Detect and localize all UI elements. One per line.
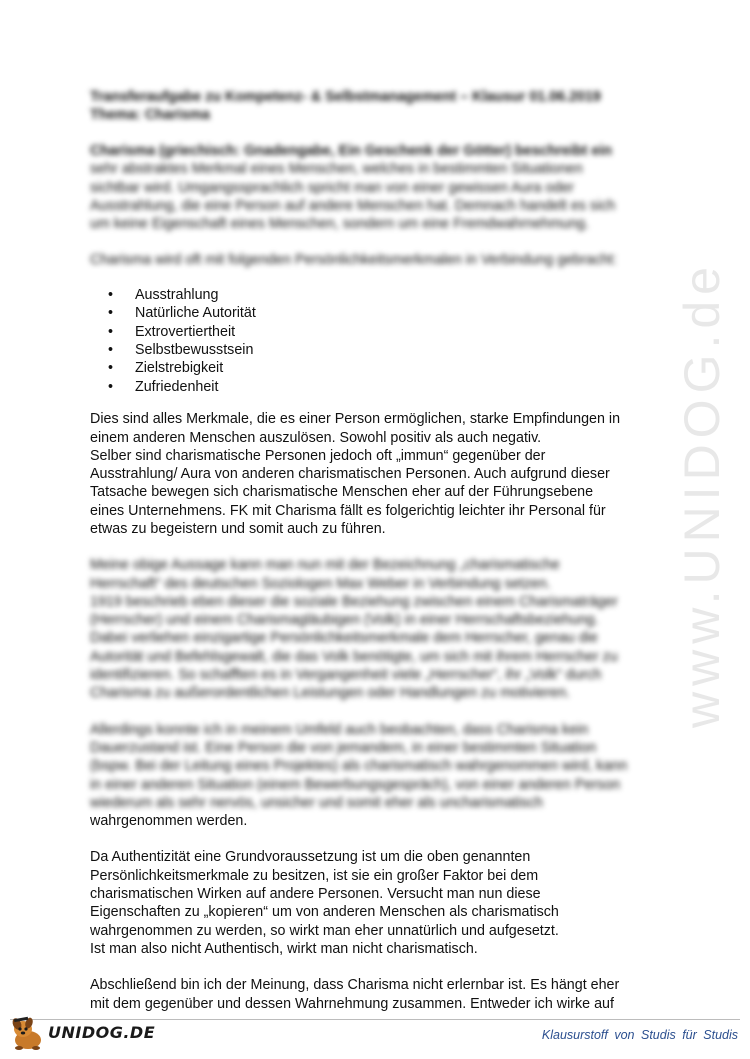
text-line: wahrgenommen zu werden, so wirkt man eher unnatürlich und aufgesetzt. <box>90 922 559 939</box>
text-line: um keine Eigenschaft eines Menschen, sondern um eine Fremdwahrnehmung. <box>90 216 590 233</box>
text-line: 1919 beschrieb eben dieser die soziale Beziehung zwischen einem Charismaträger <box>90 593 618 610</box>
text-line: Selber sind charismatische Personen jedoch oft „immun“ gegenüber der <box>90 447 546 464</box>
paragraph-2 <box>90 556 650 702</box>
paragraph-3-blurred <box>90 721 650 812</box>
list-item: • Natürliche Autorität <box>135 304 650 322</box>
text-line: sichtbar wird. Umgangssprachlich spricht man von einer gewissen Aura oder <box>90 179 574 196</box>
text-line: Ausstrahlung, die eine Person auf andere Menschen hat. Demnach handelt es sich <box>90 197 616 214</box>
text-line: Tatsache bewegen sich charismatische Menschen eher auf der Führungsebene <box>90 484 594 501</box>
text-line: Autorität und Befehlsgewalt, die das Volk benötigte, um sich mit ihrem Herrscher zu <box>90 648 618 665</box>
text-line: sehr abstraktes Merkmal eines Menschen, welches in bestimmten Situationen <box>90 161 583 178</box>
paragraph-4 <box>90 848 650 958</box>
text-line: identifizieren. So schafften es in Vergangenheit viele „Herrscher“, ihr „Volk“ durch <box>90 667 602 684</box>
logo-text: UNIDOG.DE <box>48 1022 156 1042</box>
document-topic: Thema: Charisma <box>90 107 210 123</box>
text-line: (bspw. Bei der Leitung eines Projektes) als charismatisch wahrgenommen wird, kann <box>90 758 628 775</box>
text-line: Charisma wird oft mit folgenden Persönlichkeitsmerkmalen in Verbindung gebracht: <box>90 252 617 269</box>
blurred-title <box>90 88 650 124</box>
text-line: eines Unternehmens. FK mit Charisma fällt es folgerichtig leichter ihr Personal für <box>90 502 606 519</box>
text-line: Dies sind alles Merkmale, die es einer Person ermöglichen, starke Empfindungen in <box>90 411 621 428</box>
text-line: etwas zu begeistern und somit auch zu führen. <box>90 521 386 537</box>
text-line: Meine obige Aussage kann man nun mit der Bezeichnung „charismatische <box>90 557 560 574</box>
text-line: (Herrscher) und einem Charismagläubigen (Volk) in einer Herrschaftsbeziehung. <box>90 612 599 629</box>
document-body <box>90 88 650 1013</box>
text-line: Dauerzustand ist. Eine Person die von jemandem, in einer bestimmten Situation <box>90 739 597 756</box>
text-line: Ist man also nicht Authentisch, wirkt man nicht charismatisch. <box>90 940 478 957</box>
text-line: Abschließend bin ich der Meinung, dass Charisma nicht erlernbar ist. Es hängt eher <box>90 977 620 994</box>
list-item: • Extrovertiertheit <box>135 323 650 341</box>
list-item: • Ausstrahlung <box>135 286 650 304</box>
text-line: in einer anderen Situation (einem Bewerbungsgespräch), von einer anderen Person <box>90 776 621 793</box>
list-item: • Zielstrebigkeit <box>135 359 650 377</box>
text-line: einem anderen Menschen auszulösen. Sowohl positiv als auch negativ. <box>90 429 542 446</box>
paragraph-5 <box>90 976 650 1013</box>
footer-tagline: Klausurstoff von Studis für Studis <box>541 1028 738 1042</box>
paragraph-1 <box>90 410 650 538</box>
watermark: www.UNIDOG.de <box>674 261 730 729</box>
list-item: • Selbstbewusstsein <box>135 341 650 359</box>
text-line: Persönlichkeitsmerkmale zu besitzen, ist sie ein großer Faktor bei dem <box>90 867 539 884</box>
text-line: Herrschaft“ des deutschen Soziologen Max Weber in Verbindung setzen. <box>90 575 551 592</box>
text-line: Dabei verliehen einzigartige Persönlichkeitsmerkmale dem Herrscher, genau die <box>90 630 598 647</box>
text-line: Charisma zu außerordentlichen Leistungen oder Handlungen zu motivieren. <box>90 685 571 702</box>
text-line: Ausstrahlung/ Aura von anderen charismatischen Personen. Auch aufgrund dieser <box>90 466 610 483</box>
intro-paragraph <box>90 142 650 233</box>
text-line: mit dem gegenüber und dessen Wahrnehmung zusammen. Entweder ich wirke auf <box>90 995 614 1012</box>
trait-list <box>90 286 650 396</box>
text-line: wiederum als sehr nervös, unsicher und somit eher als uncharismatisch <box>90 794 543 811</box>
list-item: • Zufriedenheit <box>135 378 650 396</box>
text-line: Da Authentizität eine Grundvoraussetzung ist um die oben genannten <box>90 849 531 866</box>
text-line: charismatischen Wirken auf andere Personen. Versucht man nun diese <box>90 886 541 903</box>
lead-in-paragraph <box>90 251 650 269</box>
text-line: wahrgenommen werden. <box>90 813 248 830</box>
text-line: Allerdings konnte ich in meinem Umfeld auch beobachten, dass Charisma kein <box>90 721 589 738</box>
text-line: Charisma (griechisch: Gnadengabe, Ein Geschenk der Götter) beschreibt ein <box>90 143 612 159</box>
document-title: Transferaufgabe zu Kompetenz- & Selbstmanagement – Klausur 01.06.2019 <box>90 89 601 105</box>
dog-mascot-icon <box>6 1012 52 1052</box>
unidog-logo <box>6 1012 155 1052</box>
text-line: Eigenschaften zu „kopieren“ um von anderen Menschen als charismatisch <box>90 904 559 921</box>
paragraph-3 <box>90 721 650 831</box>
